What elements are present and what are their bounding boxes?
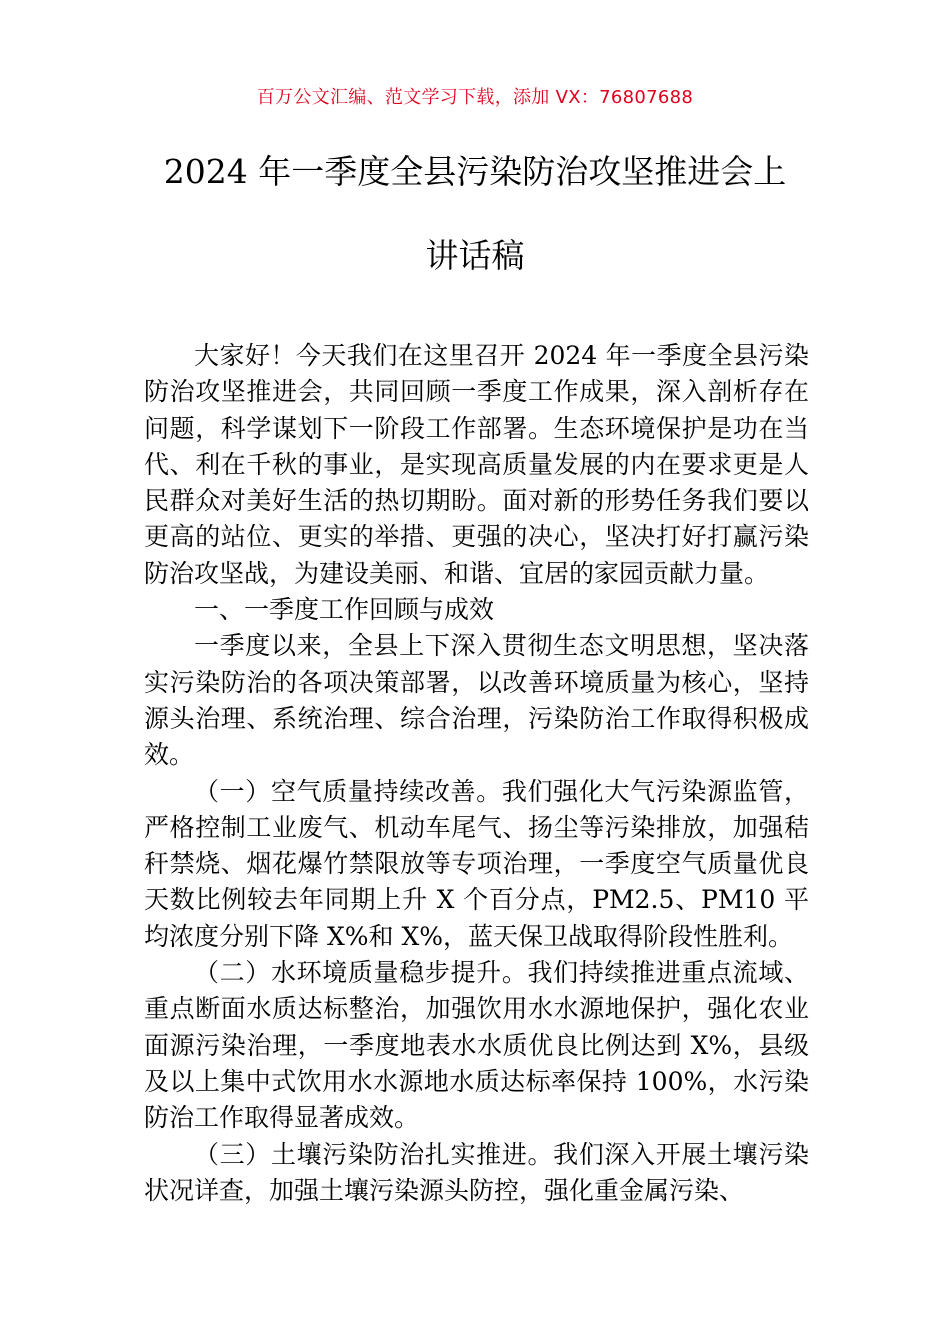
section-heading-review: 一、一季度工作回顾与成效 bbox=[194, 595, 495, 625]
paragraph-air-quality: （一）空气质量持续改善。我们强化大气污染源监管，严格控制工业废气、机动车尾气、扬尘等污染排放，加强秸秆禁烧、烟花爆竹禁限放等专项治理，一季度空气质量优良天数比例较去年同期上升 X 个百分点，PM2.5、PM10 平均浓度分别下降 X%和 X%，蓝天保卫战取得阶段性胜利。 bbox=[144, 776, 809, 951]
paragraph-intro: 大家好！今天我们在这里召开 2024 年一季度全县污染防治攻坚推进会，共同回顾一季度工作成果，深入剖析存在问题，科学谋划下一阶段工作部署。生态环境保护是功在当代、利在千秋的事业，是实现高质量发展的内在要求更是人民群众对美好生活的热切期盼。面对新的形势任务我们要以更高的站位、更实的举措、更强的决心，坚决打好打赢污染防治攻坚战，为建设美丽、和谐、宜居的家园贡献力量。 bbox=[144, 341, 809, 588]
paragraph-overview: 一季度以来，全县上下深入贯彻生态文明思想，坚决落实污染防治的各项决策部署，以改善环境质量为核心，坚持源头治理、系统治理、综合治理，污染防治工作取得积极成效。 bbox=[144, 631, 809, 770]
header-watermark: 百万公文汇编、范文学习下载，添加 VX：76807688 bbox=[256, 87, 694, 108]
document-title bbox=[130, 150, 820, 278]
title-line-1: 2024 年一季度全县污染防治攻坚推进会上 bbox=[163, 152, 787, 191]
paragraph-soil-pollution: （三）土壤污染防治扎实推进。我们深入开展土壤污染状况详查，加强土壤污染源头防控，强化重金属污染、 bbox=[144, 1139, 809, 1205]
title-line-2: 讲话稿 bbox=[425, 236, 525, 275]
document-body bbox=[144, 338, 809, 1209]
paragraph-water-quality: （二）水环境质量稳步提升。我们持续推进重点流域、重点断面水质达标整治，加强饮用水水源地保护，强化农业面源污染治理，一季度地表水水质优良比例达到 X%，县级及以上集中式饮用水水源地水质达标率保持 100%，水污染防治工作取得显著成效。 bbox=[144, 958, 809, 1133]
